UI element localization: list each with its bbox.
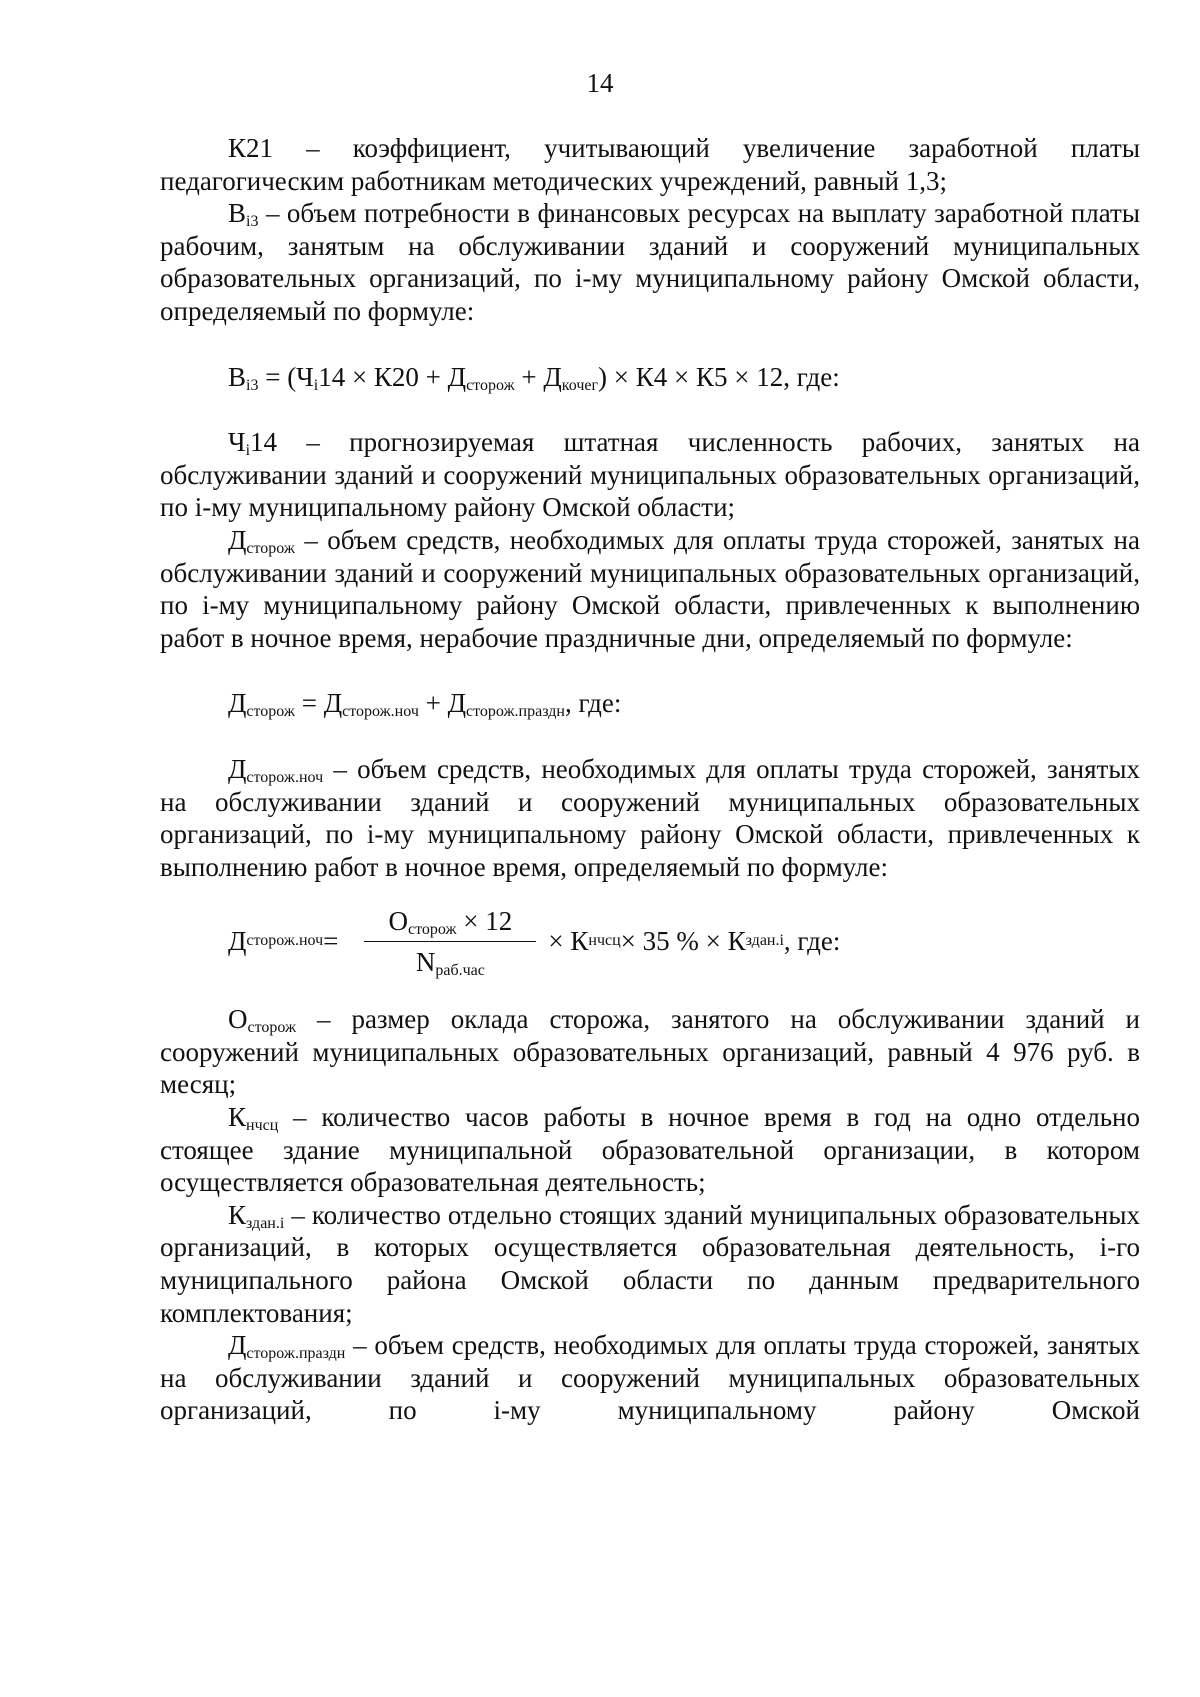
symbol: К — [228, 1102, 247, 1133]
symbol-subscript: сторож — [247, 1019, 297, 1037]
spacer — [160, 393, 1140, 426]
numerator-rest: × 12 — [456, 905, 513, 936]
denominator-symbol: N — [415, 946, 436, 977]
spacer — [160, 981, 1140, 1003]
formula-part: + Д — [418, 688, 467, 719]
formula-part: = (Ч — [258, 361, 314, 392]
paragraph-text: К21 – коэффициент, учитывающий увеличение заработной платы педагогическим работникам методических учреждений, равный 1,3; — [160, 133, 1140, 196]
formula-part: + Д — [514, 361, 562, 392]
paragraph-text: – размер оклада сторожа, занятого на обслуживании зданий и сооружений муниципальных образовательных организаций, равный 4 976 руб. в месяц; — [160, 1004, 1140, 1100]
formula-subscript: i — [313, 376, 319, 394]
formula-lhs: В — [228, 361, 247, 392]
formula-bi3 — [160, 361, 1140, 394]
spacer — [160, 720, 1140, 753]
symbol-subscript: сторож.ноч — [246, 768, 324, 786]
formula-subscript: сторож.праздн — [466, 703, 565, 721]
document-body — [160, 132, 1140, 1427]
symbol-subscript: нчсц — [246, 1117, 279, 1135]
symbol-subscript: i — [245, 442, 251, 460]
paragraph-d-storozh-noch — [160, 753, 1140, 883]
formula-fraction — [364, 906, 536, 977]
symbol: Д — [228, 753, 247, 784]
symbol-subscript: i3 — [246, 213, 259, 231]
formula-subscript: сторож.ноч — [342, 703, 419, 721]
paragraph-bi3 — [160, 197, 1140, 327]
formula-subscript: раб.час — [435, 961, 485, 979]
paragraph-k-nchsc — [160, 1101, 1140, 1199]
paragraph-text: – количество отдельно стоящих зданий муниципальных образовательных организаций, в которых осуществляется образовательная деятельность, i-го муниципального района Омской области по данным предварительного комплектования; — [160, 1199, 1140, 1328]
fraction-numerator — [373, 906, 529, 941]
symbol-subscript: здан.i — [246, 1214, 285, 1232]
symbol-subscript: сторож.праздн — [246, 1345, 346, 1363]
paragraph-d-storozh-prazdn — [160, 1329, 1140, 1427]
paragraph-text: – объем средств, необходимых для оплаты труда сторожей, занятых на обслуживании зданий и сооружений муниципальных образовательных организаций, по i-му муниципальному району Омской области, привлеченных к выполнению работ в ночное время, нерабочие праздничные дни, определяемый по формуле: — [160, 524, 1140, 653]
numerator-symbol: О — [388, 905, 408, 936]
formula-d-storozh — [160, 687, 1140, 720]
symbol: Д — [228, 1330, 247, 1361]
fraction-denominator — [364, 941, 536, 977]
paragraph-o-storozh — [160, 1003, 1140, 1101]
formula-subscript: i3 — [246, 376, 259, 394]
spacer — [160, 883, 1140, 901]
paragraph-k-zdan — [160, 1199, 1140, 1329]
paragraph-d-storozh — [160, 524, 1140, 654]
formula-subscript: кочег — [561, 376, 599, 394]
formula-part: , где: — [564, 688, 622, 719]
formula-subscript: сторож — [408, 920, 457, 938]
formula-part: = Д — [294, 688, 343, 719]
formula-d-storozh-noch: Д сторож.ноч = $\frac{О_{сторож} \times 12}{N_{раб.час}}$ × К нчсц × 35 % × К здан.i , где: — [228, 905, 841, 979]
symbol-subscript: сторож — [246, 539, 295, 557]
formula-lhs: Д — [228, 688, 247, 719]
formula-part: ) × К4 × К5 × 12, где: — [598, 361, 840, 392]
symbol: К — [228, 1199, 247, 1230]
paragraph-k21 — [160, 132, 1140, 197]
formula-part: × К — [548, 925, 589, 956]
formula-part: , где: — [783, 925, 841, 956]
formula-subscript: сторож — [246, 703, 295, 721]
formula-equals: = — [323, 925, 339, 956]
formula-lhs: Д — [228, 925, 247, 956]
spacer — [160, 654, 1140, 687]
symbol: В — [228, 198, 247, 229]
page-number: 14 — [586, 68, 614, 98]
paragraph-text: – количество часов работы в ночное время в год на одно отдельно стоящее здание муниципальной образовательной организации, в котором осуществляется образовательная деятельность; — [160, 1102, 1140, 1198]
symbol: О — [228, 1004, 248, 1035]
paragraph-text: – объем средств, необходимых для оплаты труда сторожей, занятых на обслуживании зданий и сооружений муниципальных образовательных организаций, по i-му муниципальному району Омской области, привлеченных к выполнению работ в ночное время, определяемый по формуле: — [160, 753, 1140, 882]
symbol: Д — [228, 524, 247, 555]
formula-part: × 35 % × К — [620, 925, 746, 956]
spacer — [160, 328, 1140, 361]
paragraph-chi14 — [160, 426, 1140, 524]
formula-subscript: сторож — [466, 376, 515, 394]
paragraph-text: – объем потребности в финансовых ресурсах на выплату заработной платы рабочим, занятым на обслуживании зданий и сооружений муниципальных образовательных организаций, по i-му муниципальному району Омской области, определяемый по формуле: — [160, 198, 1140, 326]
symbol: Ч — [228, 427, 246, 458]
paragraph-text: 14 – прогнозируемая штатная численность рабочих, занятых на обслуживании зданий и сооружений муниципальных образовательных организаций, по i-му муниципальному району Омской области; — [160, 427, 1140, 523]
paragraph-text: – объем средств, необходимых для оплаты труда сторожей, занятых на обслуживании зданий и сооружений муниципальных образовательных организаций, по i-му муниципальному району Омской — [160, 1330, 1140, 1426]
formula-part: 14 × К20 + Д — [318, 361, 467, 392]
